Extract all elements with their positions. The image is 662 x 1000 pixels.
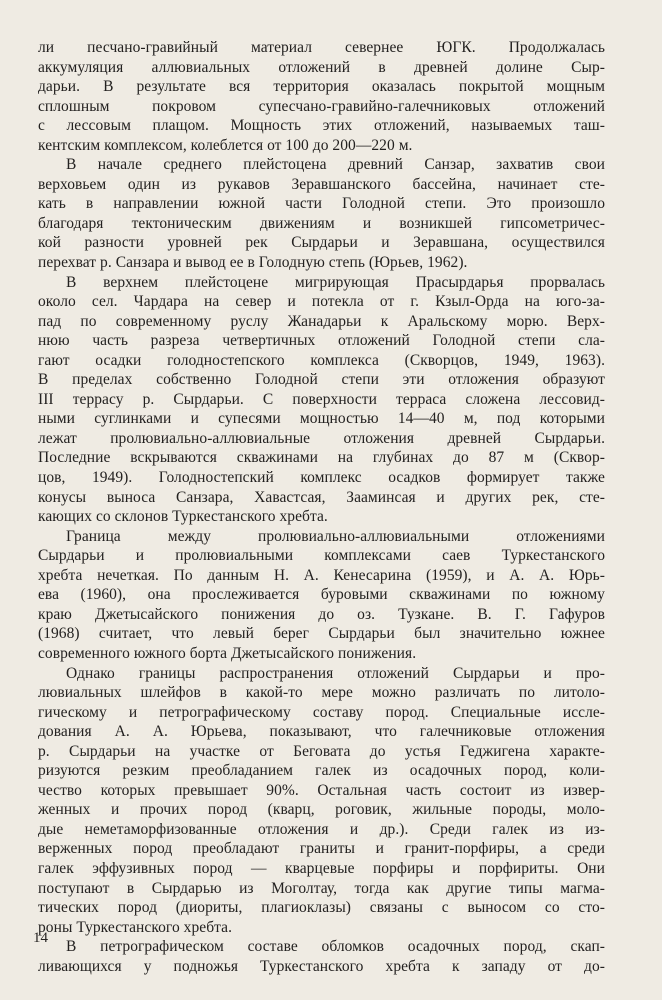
- text-line: ева (1960), она прослеживается буровыми скважинами по южному: [38, 586, 605, 604]
- text-line: Последние вскрываются скважинами на глубинах до 87 м (Сквор-: [38, 449, 605, 467]
- page-number: 14: [33, 930, 48, 946]
- text-line: кой разности уровней рек Сырдарьи и Зеравшана, осуществился: [38, 234, 605, 252]
- text-line: верженных пород преобладают граниты и гранит-порфиры, а среди: [38, 840, 605, 858]
- text-line: женных и прочих пород (кварц, роговик, жильные породы, моло-: [38, 801, 605, 819]
- text-line: кать в направлении южной части Голодной степи. Это произошло: [38, 195, 605, 213]
- text-line: гают осадки голодностепского комплекса (Скворцов, 1949, 1963).: [38, 351, 605, 369]
- text-line: Граница между пролювиально-аллювиальными отложениями: [66, 527, 605, 545]
- text-line: Однако границы распространения отложений Сырдарьи и про-: [66, 664, 605, 682]
- text-line: верховьем один из рукавов Зеравшанского бассейна, начинает сте-: [38, 175, 605, 193]
- text-line: дарьи. В результате вся территория оказалась покрытой мощным: [38, 78, 605, 96]
- text-line: В петрографическом составе обломков осадочных пород, скап-: [66, 938, 605, 956]
- text-line: около сел. Чардара на север и потекла от г. Кзыл-Орда на юго-за-: [38, 293, 605, 311]
- text-line: III террасу р. Сырдарьи. С поверхности терраса сложена лессовид-: [38, 390, 605, 408]
- text-line: лювиальных шлейфов в какой-то мере можно различать по литоло-: [38, 684, 605, 702]
- text-line: гическому и петрографическому составу пород. Специальные иссле-: [38, 703, 605, 721]
- text-line: аккумуляция аллювиальных отложений в древней долине Сыр-: [38, 58, 605, 76]
- text-line: благодаря тектоническим движениям и возникшей гипсометричес-: [38, 214, 605, 232]
- text-line: В пределах собственно Голодной степи эти отложения образуют: [38, 371, 605, 389]
- text-line: Сырдарьи и пролювиальными комплексами саев Туркестанского: [38, 547, 605, 565]
- text-line: перехват р. Санзара и вывод ее в Голодную степь (Юрьев, 1962).: [38, 254, 468, 272]
- text-line: тических пород (диориты, плагиоклазы) связаны с выносом со сто-: [38, 899, 605, 917]
- text-line: современного южного борта Джетысайского понижения.: [38, 644, 417, 662]
- text-line: нюю часть разреза четвертичных отложений Голодной степи сла-: [38, 332, 605, 350]
- text-line: дые неметаморфизованные отложения и др.). Среди галек из из-: [38, 820, 605, 838]
- text-line: р. Сырдарьи на участке от Беговата до устья Геджигена характе-: [38, 742, 605, 760]
- text-line: ными суглинками и супесями мощностью 14—40 м, под которыми: [38, 410, 605, 428]
- text-line: кентским комплексом, колеблется от 100 до 200—220 м.: [38, 136, 413, 154]
- text-line: чество которых превышает 90%. Остальная часть состоит из извер-: [38, 781, 605, 799]
- text-line: конусы выноса Санзара, Хавастсая, Зааминсая и других рек, сте-: [38, 488, 605, 506]
- text-line: лежат пролювиально-аллювиальные отложения древней Сырдарьи.: [38, 429, 605, 447]
- text-line: цов, 1949). Голодностепский комплекс осадков формирует также: [38, 469, 605, 487]
- text-line: ризуются резким преобладанием галек из осадочных пород, коли-: [38, 762, 605, 780]
- text-line: кающих со склонов Туркестанского хребта.: [38, 508, 328, 526]
- text-line: с лессовым плащом. Мощность этих отложений, называемых таш-: [38, 117, 605, 135]
- text-line: хребта нечеткая. По данным Н. А. Кенесарина (1959), и А. А. Юрь-: [38, 566, 605, 584]
- text-line: (1968) считает, что левый берег Сырдарьи был значительно южнее: [38, 625, 605, 643]
- text-line: В начале среднего плейстоцена древний Санзар, захватив свои: [66, 156, 605, 174]
- text-line: ли песчано-гравийный материал севернее ЮГК. Продолжалась: [38, 39, 605, 56]
- text-line: пад по современному руслу Жанадарьи к Аральскому морю. Верх-: [38, 312, 605, 330]
- body-text: [38, 38, 605, 976]
- text-line: роны Туркестанского хребта.: [38, 918, 233, 936]
- text-line: дования А. А. Юрьева, показывают, что галечниковые отложения: [38, 723, 605, 741]
- text-line: ливающихся у подножья Туркестанского хребта к западу от до-: [38, 957, 605, 975]
- text-line: краю Джетысайского понижения до оз. Тузкане. В. Г. Гафуров: [38, 605, 605, 623]
- text-line: сплошным покровом супесчано-гравийно-галечниковых отложений: [38, 97, 605, 115]
- text-line: поступают в Сырдарью из Моголтау, тогда как другие типы магма-: [38, 879, 605, 897]
- text-line: В верхнем плейстоцене мигрирующая Прасырдарья прорвалась: [66, 273, 605, 291]
- text-line: галек эффузивных пород — кварцевые порфиры и порфириты. Они: [38, 859, 605, 877]
